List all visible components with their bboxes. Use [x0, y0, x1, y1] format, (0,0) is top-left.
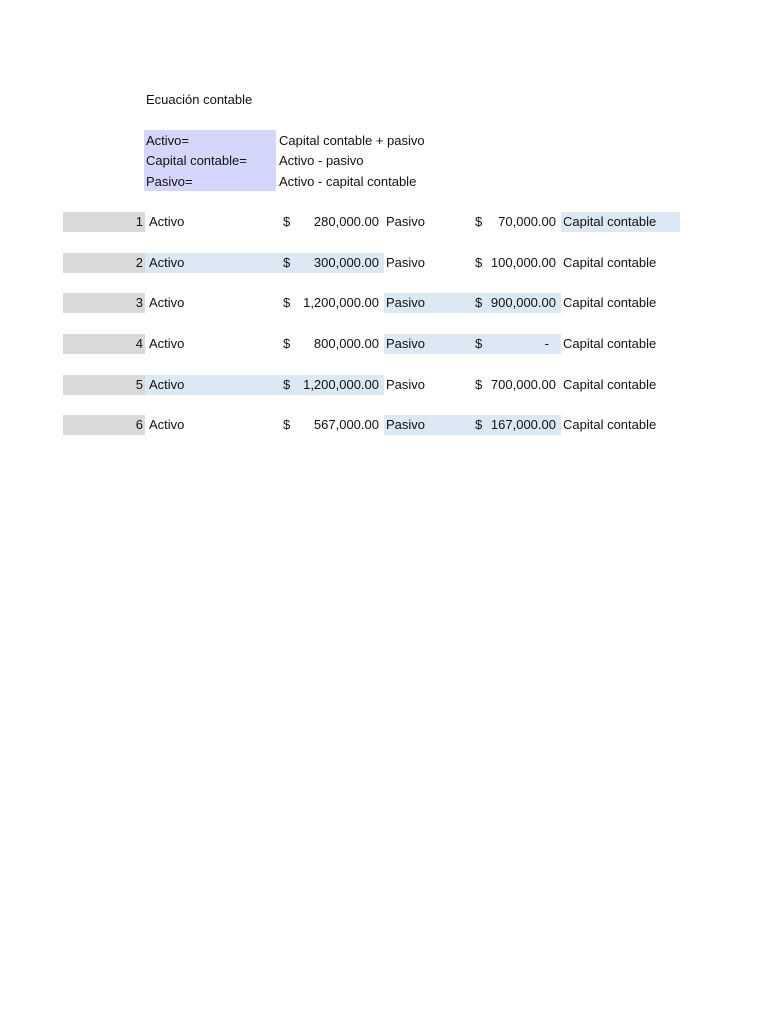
definition-value[interactable]: Activo - pasivo — [279, 153, 364, 168]
currency-symbol: $ — [283, 295, 291, 310]
activo-label[interactable]: Activo — [145, 253, 277, 273]
pasivo-label[interactable]: Pasivo — [386, 377, 426, 392]
table-row — [0, 253, 768, 273]
currency-symbol: $ — [283, 336, 291, 351]
capital-label[interactable]: Capital contable — [563, 295, 657, 310]
table-row — [0, 375, 768, 395]
definition-label[interactable]: Activo= — [146, 133, 189, 148]
table-row — [0, 293, 768, 313]
currency-symbol: $ — [475, 336, 483, 351]
capital-label[interactable]: Capital contable — [563, 255, 657, 270]
activo-label[interactable]: Activo — [149, 417, 185, 432]
row-number[interactable]: 4 — [63, 334, 145, 354]
activo-amount-cell[interactable] — [277, 293, 384, 313]
pasivo-label[interactable]: Pasivo — [384, 415, 469, 435]
activo-amount: 567,000.00 — [313, 417, 379, 432]
activo-amount-cell[interactable] — [277, 375, 384, 395]
activo-amount-cell[interactable] — [277, 212, 384, 232]
pasivo-amount: 900,000.00 — [490, 295, 556, 310]
currency-symbol: $ — [475, 377, 483, 392]
capital-label[interactable]: Capital contable — [561, 212, 680, 232]
capital-label[interactable]: Capital contable — [563, 336, 657, 351]
pasivo-amount: 100,000.00 — [490, 255, 556, 270]
definition-label[interactable]: Pasivo= — [146, 174, 193, 189]
currency-symbol: $ — [475, 417, 483, 432]
currency-symbol: $ — [283, 377, 291, 392]
activo-amount: 1,200,000.00 — [303, 295, 379, 310]
table-row — [0, 334, 768, 354]
currency-symbol: $ — [475, 295, 483, 310]
pasivo-label[interactable]: Pasivo — [386, 214, 426, 229]
pasivo-amount-cell[interactable] — [469, 415, 561, 435]
activo-amount: 280,000.00 — [313, 214, 379, 229]
pasivo-label[interactable]: Pasivo — [384, 334, 469, 354]
pasivo-amount: - — [544, 336, 549, 351]
activo-amount: 800,000.00 — [313, 336, 379, 351]
definition-value[interactable]: Capital contable + pasivo — [279, 133, 425, 148]
currency-symbol: $ — [475, 255, 483, 270]
definition-row — [0, 171, 768, 191]
table-row — [0, 415, 768, 435]
pasivo-label[interactable]: Pasivo — [384, 293, 469, 313]
activo-label[interactable]: Activo — [145, 375, 277, 395]
table-row — [0, 212, 768, 232]
activo-label[interactable]: Activo — [149, 214, 185, 229]
definitions-block — [0, 130, 768, 192]
row-number[interactable]: 6 — [63, 415, 145, 435]
row-number[interactable]: 2 — [63, 253, 145, 273]
currency-symbol: $ — [283, 255, 291, 270]
pasivo-label[interactable]: Pasivo — [386, 255, 426, 270]
activo-label[interactable]: Activo — [149, 295, 185, 310]
activo-amount-cell[interactable] — [277, 253, 384, 273]
activo-amount-cell[interactable] — [277, 415, 384, 435]
pasivo-amount-cell[interactable] — [469, 375, 561, 395]
activo-label[interactable]: Activo — [149, 336, 185, 351]
pasivo-amount-cell[interactable] — [469, 253, 561, 273]
pasivo-amount-cell[interactable] — [469, 334, 561, 354]
activo-amount: 1,200,000.00 — [303, 377, 379, 392]
currency-symbol: $ — [475, 214, 483, 229]
definition-row — [0, 150, 768, 170]
row-number[interactable]: 1 — [63, 212, 145, 232]
row-number[interactable]: 3 — [63, 293, 145, 313]
currency-symbol: $ — [283, 417, 291, 432]
pasivo-amount: 700,000.00 — [490, 377, 556, 392]
activo-amount-cell[interactable] — [277, 334, 384, 354]
pasivo-amount: 167,000.00 — [490, 417, 556, 432]
pasivo-amount-cell[interactable] — [469, 293, 561, 313]
definition-value[interactable]: Activo - capital contable — [279, 174, 417, 189]
capital-label[interactable]: Capital contable — [563, 417, 657, 432]
definition-label[interactable]: Capital contable= — [146, 153, 247, 168]
capital-label[interactable]: Capital contable — [563, 377, 657, 392]
currency-symbol: $ — [283, 214, 291, 229]
sheet-title: Ecuación contable — [146, 92, 253, 107]
pasivo-amount: 70,000.00 — [498, 214, 556, 229]
row-number[interactable]: 5 — [63, 375, 145, 395]
definition-row — [0, 130, 768, 150]
pasivo-amount-cell[interactable] — [469, 212, 561, 232]
activo-amount: 300,000.00 — [313, 255, 379, 270]
